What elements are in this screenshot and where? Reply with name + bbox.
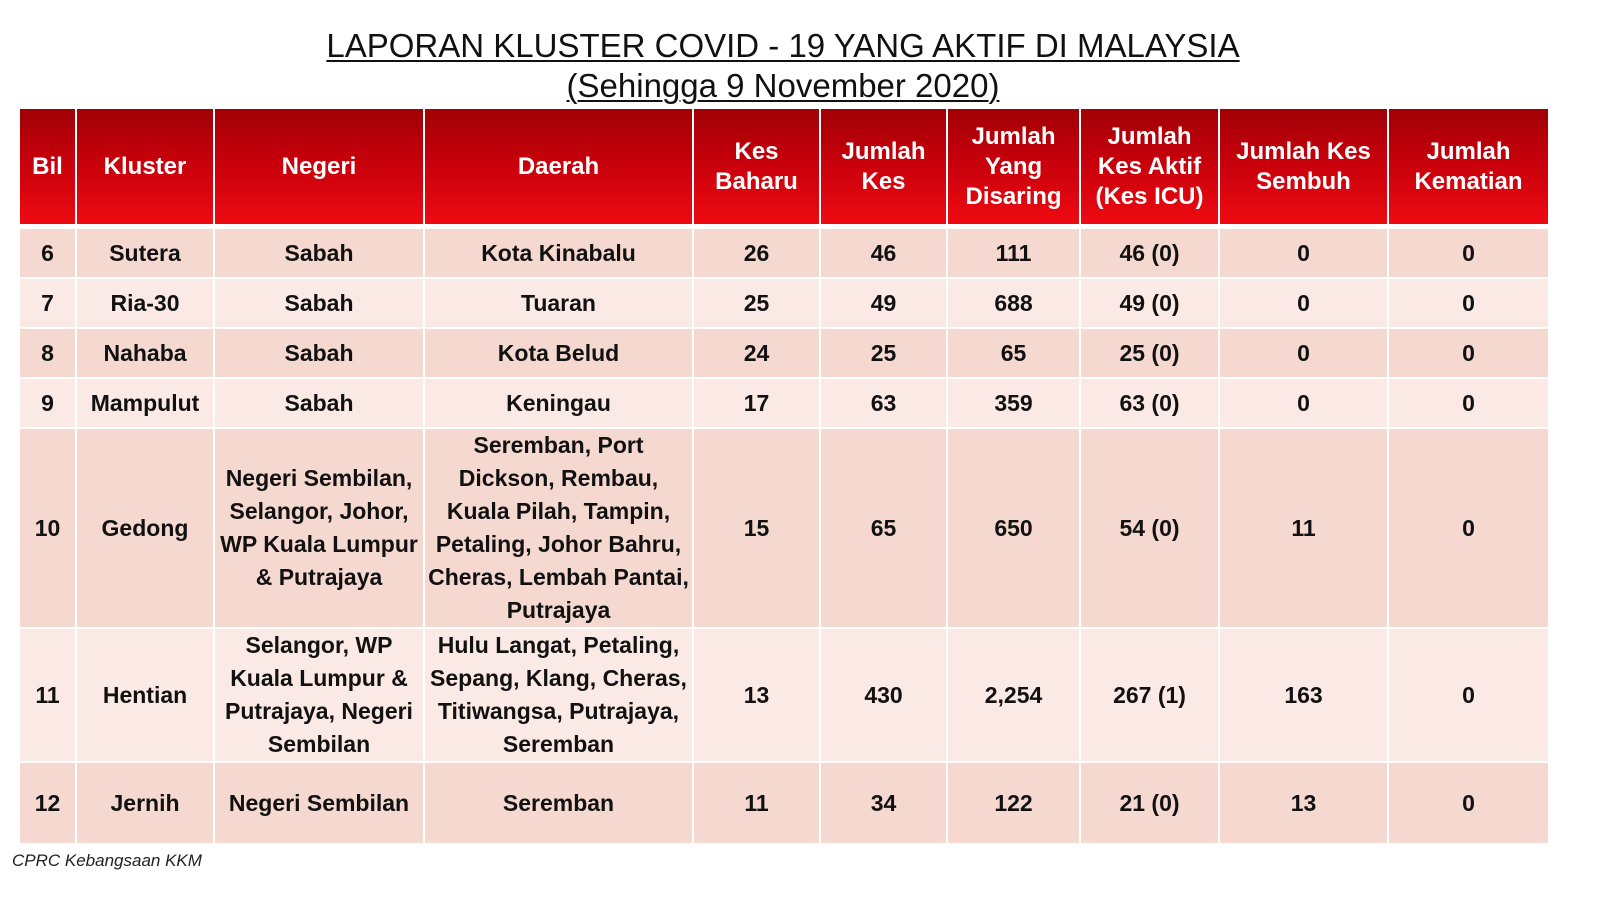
- header-daerah: Daerah: [424, 109, 693, 227]
- cell-jumlah-disaring: 111: [947, 227, 1080, 279]
- cell-kematian: 0: [1388, 762, 1549, 844]
- cell-kes-baharu: 17: [693, 378, 820, 428]
- cell-jumlah-kes: 430: [820, 628, 947, 762]
- header-bil: Bil: [19, 109, 76, 227]
- cell-kluster: Mampulut: [76, 378, 214, 428]
- table-row: [19, 278, 1549, 328]
- cell-kematian: 0: [1388, 628, 1549, 762]
- cell-daerah: Seremban: [424, 762, 693, 844]
- cell-kematian: 0: [1388, 278, 1549, 328]
- cell-kematian: 0: [1388, 428, 1549, 628]
- cell-kes-sembuh: 11: [1219, 428, 1388, 628]
- cell-kes-aktif: 54 (0): [1080, 428, 1219, 628]
- cell-bil: 9: [19, 378, 76, 428]
- header-kematian: Jumlah Kematian: [1388, 109, 1549, 227]
- header-jumlah-kes: Jumlah Kes: [820, 109, 947, 227]
- cell-negeri: Sabah: [214, 227, 424, 279]
- cell-jumlah-disaring: 122: [947, 762, 1080, 844]
- cell-kes-aktif: 25 (0): [1080, 328, 1219, 378]
- cell-kluster: Jernih: [76, 762, 214, 844]
- cell-jumlah-kes: 25: [820, 328, 947, 378]
- header-jumlah-disaring: Jumlah Yang Disaring: [947, 109, 1080, 227]
- cell-kematian: 0: [1388, 328, 1549, 378]
- report-title: [0, 26, 1566, 106]
- cell-kes-baharu: 24: [693, 328, 820, 378]
- cell-daerah: Hulu Langat, Petaling, Sepang, Klang, Cheras, Titiwangsa, Putrajaya, Seremban: [424, 628, 693, 762]
- cell-negeri: Sabah: [214, 278, 424, 328]
- cell-negeri: Negeri Sembilan: [214, 762, 424, 844]
- cell-daerah: Kota Belud: [424, 328, 693, 378]
- cell-kes-baharu: 26: [693, 227, 820, 279]
- cell-jumlah-kes: 34: [820, 762, 947, 844]
- cell-jumlah-disaring: 2,254: [947, 628, 1080, 762]
- table-row: [19, 328, 1549, 378]
- cell-bil: 10: [19, 428, 76, 628]
- title-line-1: LAPORAN KLUSTER COVID - 19 YANG AKTIF DI MALAYSIA: [326, 27, 1240, 64]
- cell-negeri: Selangor, WP Kuala Lumpur & Putrajaya, Negeri Sembilan: [214, 628, 424, 762]
- cell-kluster: Sutera: [76, 227, 214, 279]
- table-header-row: [19, 109, 1549, 227]
- cell-jumlah-kes: 65: [820, 428, 947, 628]
- cell-kluster: Hentian: [76, 628, 214, 762]
- cell-daerah: Tuaran: [424, 278, 693, 328]
- cell-kes-sembuh: 13: [1219, 762, 1388, 844]
- table-row: [19, 628, 1549, 762]
- cell-kes-baharu: 13: [693, 628, 820, 762]
- table-row: [19, 378, 1549, 428]
- cell-negeri: Negeri Sembilan, Selangor, Johor, WP Kuala Lumpur & Putrajaya: [214, 428, 424, 628]
- table-row: [19, 762, 1549, 844]
- cell-kluster: Nahaba: [76, 328, 214, 378]
- cell-jumlah-disaring: 65: [947, 328, 1080, 378]
- cell-kluster: Gedong: [76, 428, 214, 628]
- table-row: [19, 428, 1549, 628]
- cell-jumlah-kes: 46: [820, 227, 947, 279]
- cell-daerah: Keningau: [424, 378, 693, 428]
- cell-kes-sembuh: 0: [1219, 278, 1388, 328]
- cell-negeri: Sabah: [214, 378, 424, 428]
- cell-jumlah-kes: 49: [820, 278, 947, 328]
- cell-kes-baharu: 11: [693, 762, 820, 844]
- cell-jumlah-kes: 63: [820, 378, 947, 428]
- cell-bil: 12: [19, 762, 76, 844]
- cell-kes-aktif: 49 (0): [1080, 278, 1219, 328]
- header-kes-aktif: Jumlah Kes Aktif (Kes ICU): [1080, 109, 1219, 227]
- table-row: [19, 227, 1549, 279]
- cell-kes-aktif: 63 (0): [1080, 378, 1219, 428]
- header-kes-sembuh: Jumlah Kes Sembuh: [1219, 109, 1388, 227]
- cell-jumlah-disaring: 359: [947, 378, 1080, 428]
- cell-kluster: Ria-30: [76, 278, 214, 328]
- header-kluster: Kluster: [76, 109, 214, 227]
- header-kes-baharu: Kes Baharu: [693, 109, 820, 227]
- cell-bil: 11: [19, 628, 76, 762]
- cell-jumlah-disaring: 688: [947, 278, 1080, 328]
- cell-daerah: Kota Kinabalu: [424, 227, 693, 279]
- cell-jumlah-disaring: 650: [947, 428, 1080, 628]
- cell-bil: 7: [19, 278, 76, 328]
- cell-kes-baharu: 15: [693, 428, 820, 628]
- cell-bil: 8: [19, 328, 76, 378]
- source-footnote: CPRC Kebangsaan KKM: [12, 851, 202, 870]
- cell-kes-sembuh: 163: [1219, 628, 1388, 762]
- cell-kes-aktif: 21 (0): [1080, 762, 1219, 844]
- header-negeri: Negeri: [214, 109, 424, 227]
- title-line-2: (Sehingga 9 November 2020): [566, 67, 1000, 104]
- cell-kes-sembuh: 0: [1219, 227, 1388, 279]
- cell-kes-sembuh: 0: [1219, 328, 1388, 378]
- cell-kematian: 0: [1388, 227, 1549, 279]
- cell-kes-aktif: 46 (0): [1080, 227, 1219, 279]
- cluster-table: [18, 109, 1550, 845]
- cell-kes-sembuh: 0: [1219, 378, 1388, 428]
- cell-daerah: Seremban, Port Dickson, Rembau, Kuala Pilah, Tampin, Petaling, Johor Bahru, Cheras, Lembah Pantai, Putrajaya: [424, 428, 693, 628]
- cell-kematian: 0: [1388, 378, 1549, 428]
- cell-kes-aktif: 267 (1): [1080, 628, 1219, 762]
- cell-bil: 6: [19, 227, 76, 279]
- cell-kes-baharu: 25: [693, 278, 820, 328]
- cell-negeri: Sabah: [214, 328, 424, 378]
